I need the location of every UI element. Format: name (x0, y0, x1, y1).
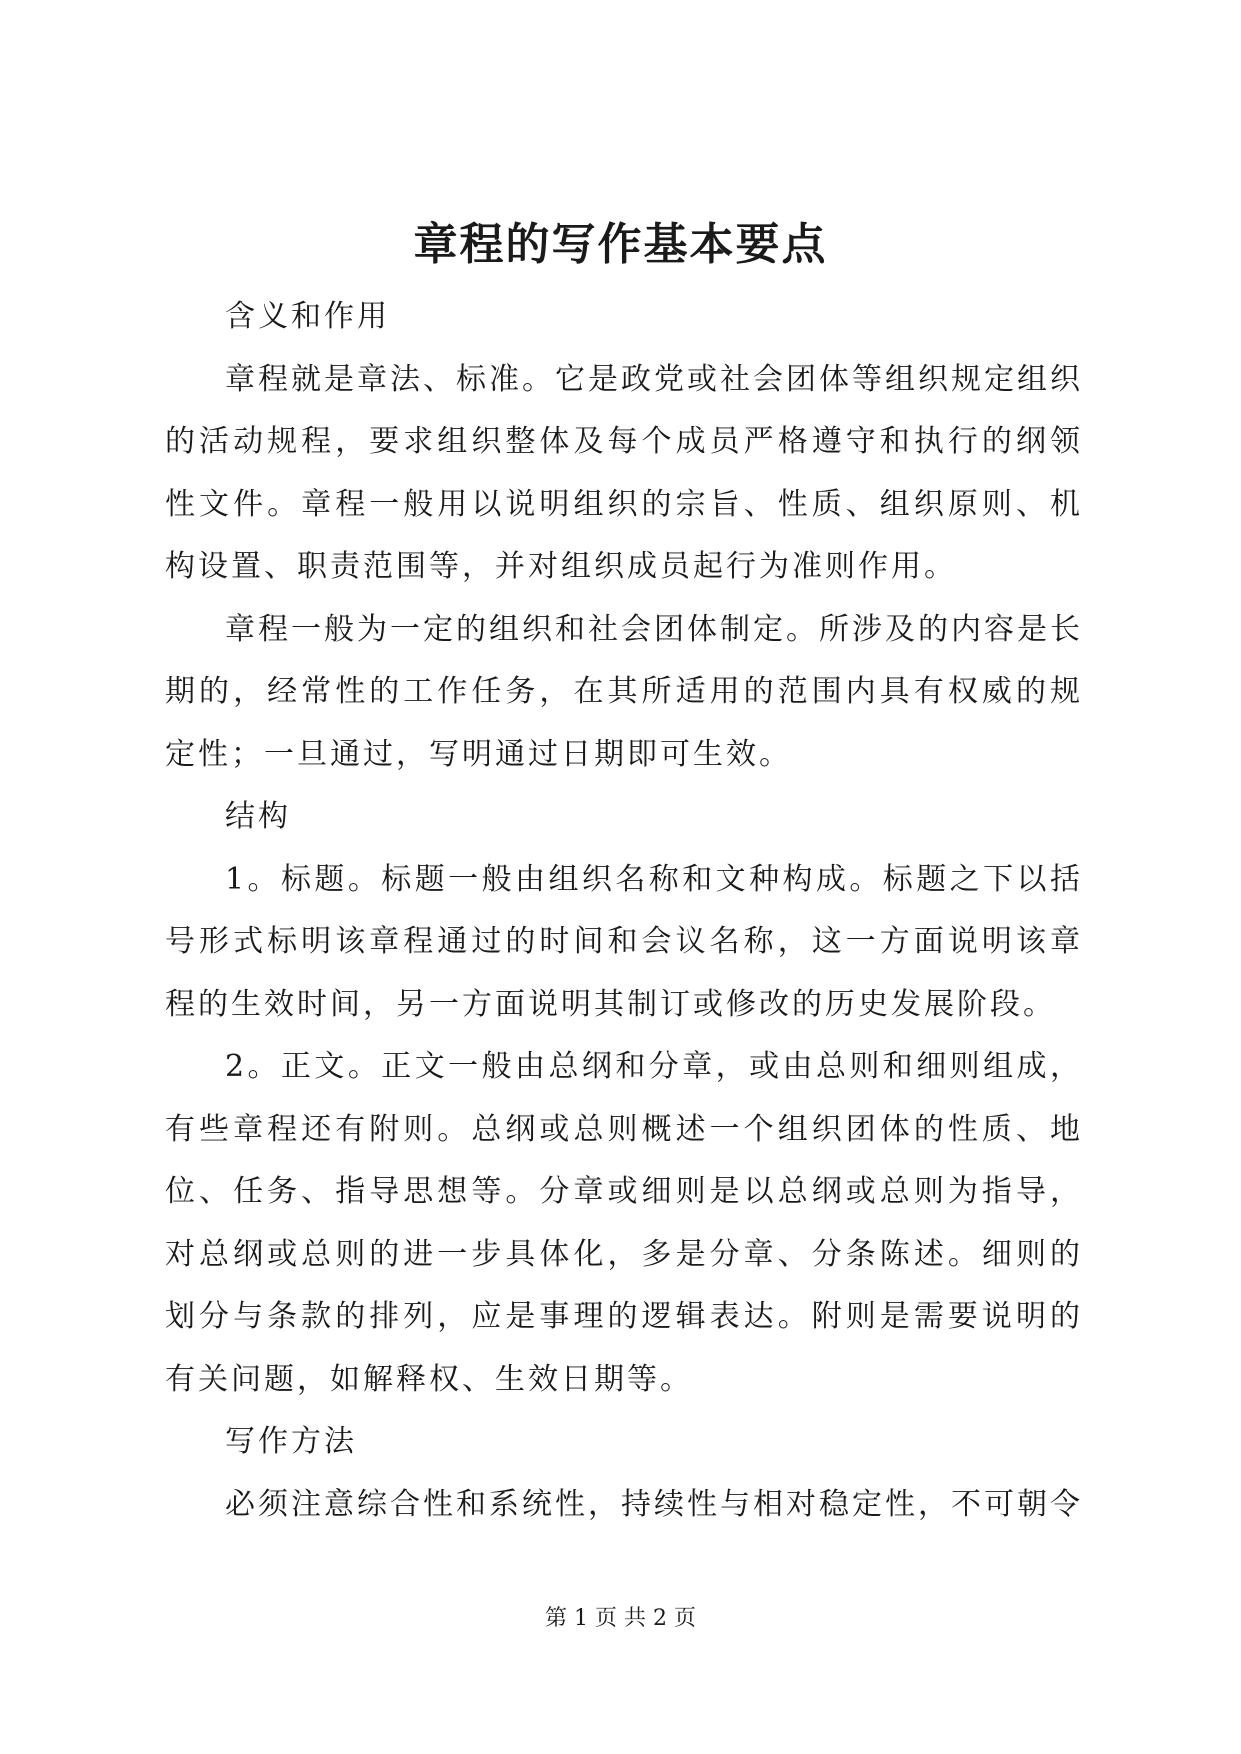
paragraph-structure-title: 1。标题。标题一般由组织名称和文种构成。标题之下以括号形式标明该章程通过的时间和会议名称，这一方面说明该章程的生效时间，另一方面说明其制订或修改的历史发展阶段。 (165, 861, 1083, 1022)
document-title: 章程的写作基本要点 (413, 219, 828, 270)
paragraph-scope: 章程一般为一定的组织和社会团体制定。所涉及的内容是长期的，经常性的工作任务，在其所适用的范围内具有权威的规定性；一旦通过，写明通过日期即可生效。 (165, 611, 1083, 772)
paragraph-writing-method: 必须注意综合性和系统性，持续性与相对稳定性，不可朝令 (225, 1486, 1083, 1522)
page-footer: 第 1 页 共 2 页 (545, 1606, 696, 1631)
section-heading-writing-method: 写作方法 (225, 1424, 357, 1459)
section-heading-meaning: 含义和作用 (225, 299, 390, 334)
section-heading-structure: 结构 (225, 799, 291, 834)
paragraph-structure-body: 2。正文。正文一般由总纲和分章，或由总则和细则组成，有些章程还有附则。总纲或总则概述一个组织团体的性质、地位、任务、指导思想等。分章或细则是以总纲或总则为指导，对总纲或总则的进一步具体化，多是分章、分条陈述。细则的划分与条款的排列，应是事理的逻辑表达。附则是需要说明的有关问题，如解释权、生效日期等。 (165, 1049, 1083, 1397)
paragraph-definition: 章程就是章法、标准。它是政党或社会团体等组织规定组织的活动规程，要求组织整体及每个成员严格遵守和执行的纲领性文件。章程一般用以说明组织的宗旨、性质、组织原则、机构设置、职责范围等，并对组织成员起行为准则作用。 (165, 361, 1083, 584)
document-body (165, 286, 1083, 1536)
